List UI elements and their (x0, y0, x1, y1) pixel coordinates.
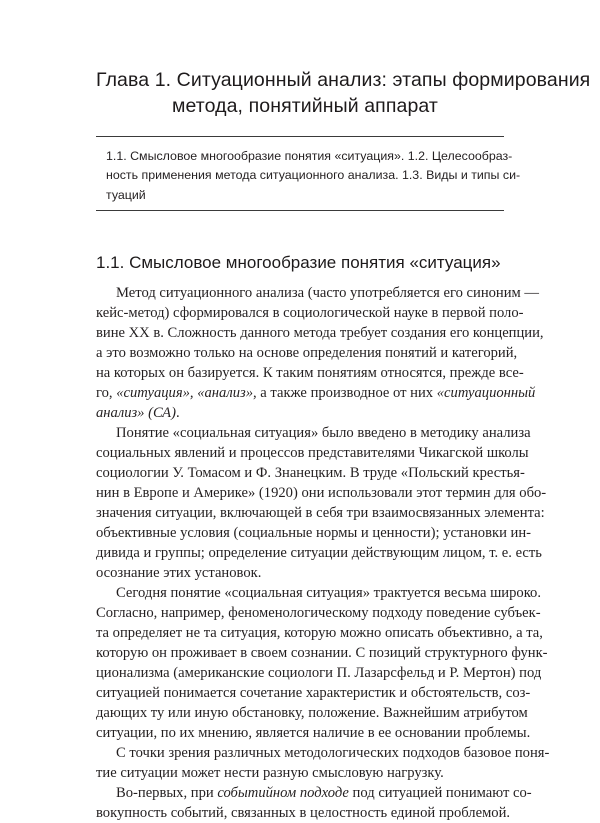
text-line (96, 403, 508, 423)
italic-term: анализ» (СА) (96, 405, 176, 421)
paragraph (96, 283, 544, 423)
paragraph (96, 783, 532, 823)
text-line: вине XX в. Сложность данного метода требует создания его концепции, (96, 325, 544, 341)
text-line: тие ситуации может нести разную смысловую нагрузку. (96, 765, 444, 781)
text-line (96, 383, 536, 403)
text-line: Сегодня понятие «социальная ситуация» трактуется весьма широко. (116, 585, 542, 601)
text-line: Согласно, например, феноменологическому подходу поведение субъек- (96, 605, 541, 621)
text-run: го, (96, 385, 117, 401)
text-line: С точки зрения различных методологических подходов базовое поня- (116, 745, 550, 761)
text-line: которую он проживает в своем сознании. С позиций структурного функ- (96, 645, 548, 661)
text-line: Понятие «социальная ситуация» было введено в методику анализа (116, 425, 531, 441)
text-run: под ситуацией понимают со- (348, 785, 532, 801)
text-line: кейс-метод) сформировался в социологической науке в первой поло- (96, 305, 524, 321)
chapter-title (96, 67, 591, 119)
text-run: Во-первых, при (116, 785, 218, 801)
contents-line: 1.1. Смысловое многообразие понятия «ситуация». 1.2. Целесообраз- (106, 149, 513, 163)
top-divider (96, 136, 504, 137)
text-line: дающих ту или иную обстановку, положение. Важнейшим атрибутом (96, 705, 528, 721)
text-line: осознание этих установок. (96, 565, 262, 581)
text-line: Метод ситуационного анализа (часто употребляется его синоним — (116, 285, 540, 301)
paragraph (96, 423, 547, 583)
text-line: социальных явлений и процессов представителями Чикагской школы (96, 445, 529, 461)
chapter-title-line: Глава 1. Ситуационный анализ: этапы формирования (96, 69, 591, 91)
text-line: социологии У. Томасом и Ф. Знанецким. В труде «Польский крестья- (96, 465, 525, 481)
section-title: 1.1. Смысловое многообразие понятия «ситуация» (96, 253, 501, 272)
contents-line: ность применения метода ситуационного анализа. 1.3. Виды и типы си- (106, 168, 521, 183)
text-run: , а также производное от них (253, 385, 437, 401)
italic-term: событийном подходе (217, 785, 349, 801)
text-line: значения ситуации, включающей в себя три взаимосвязанных элемента: (96, 505, 545, 521)
italic-term: «ситуация», «анализ» (116, 385, 253, 401)
body-text (96, 283, 550, 823)
chapter-title-line: метода, понятийный аппарат (172, 95, 438, 117)
paragraph (96, 743, 550, 783)
text-line: нин в Европе и Америке» (1920) они использовали этот термин для обо- (96, 485, 547, 501)
text-line: объективные условия (социальные нормы и ценности); установки ин- (96, 525, 532, 541)
text-line: ционализма (американские социологи П. Лазарсфельд и Р. Мертон) под (96, 665, 542, 681)
contents-line: туаций (106, 187, 146, 202)
italic-term: «ситуационный (436, 385, 536, 401)
text-line (96, 783, 532, 803)
paragraph (96, 583, 548, 743)
text-line: та определяет не та ситуация, которую можно описать объективно, а та, (96, 625, 543, 641)
text-line: на которых он базируется. К таким понятиям относятся, прежде все- (96, 365, 524, 381)
text-line: ситуации, по их мнению, является наличие в ее основании проблемы. (96, 725, 531, 741)
chapter-contents (106, 147, 521, 205)
text-line: ситуацией понимается сочетание характеристик и обстоятельств, соз- (96, 685, 531, 701)
text-line: дивида и группы; определение ситуации действующим лицом, т. е. есть (96, 545, 542, 561)
bottom-divider (96, 210, 504, 211)
text-line: а это возможно только на основе определения понятий и категорий, (96, 345, 518, 361)
text-run: . (175, 405, 180, 421)
text-line: вокупность событий, связанных в целостность единой проблемой. (96, 805, 511, 821)
